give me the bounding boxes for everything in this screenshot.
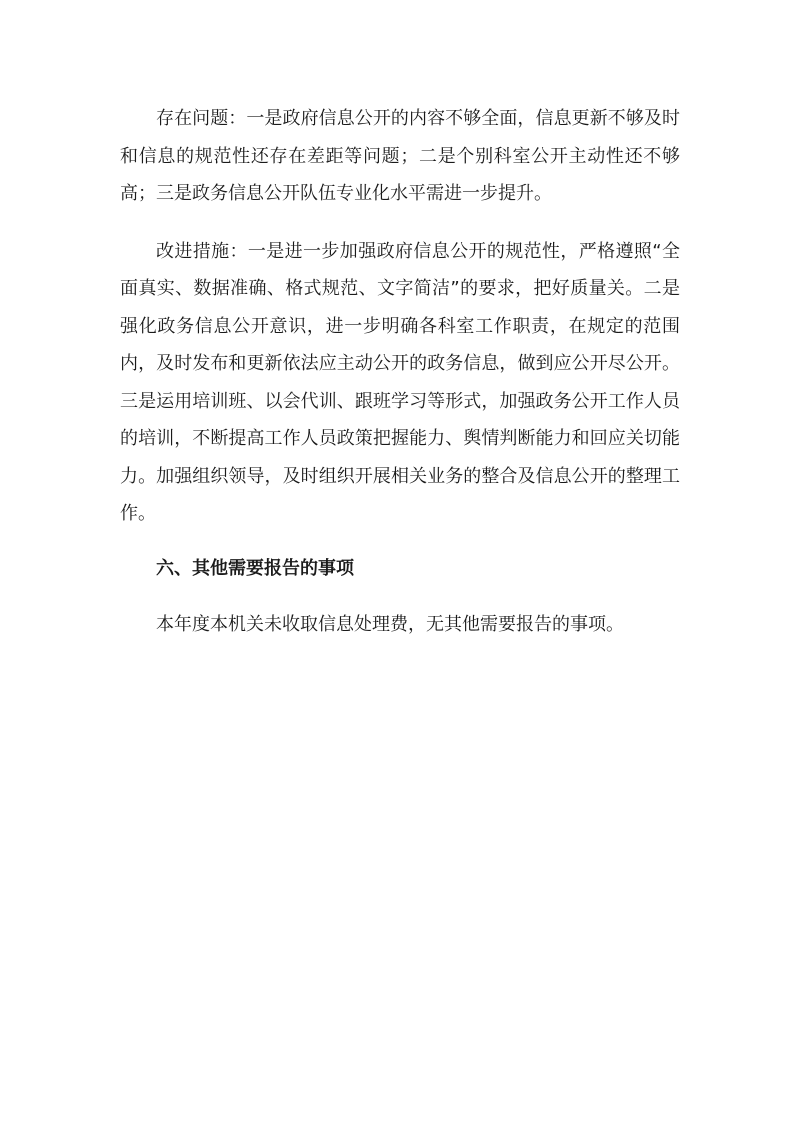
other-matters-paragraph: 本年度本机关未收取信息处理费，无其他需要报告的事项。 — [156, 614, 624, 635]
document-body — [120, 100, 680, 644]
improvement-measures-paragraph: 改进措施：一是进一步加强政府信息公开的规范性，严格遵照“全面真实、数据准确、格式规范、文字简洁”的要求，把好质量关。二是强化政务信息公开意识，进一步明确各科室工作职责，在规定的范围内，及时发布和更新依法应主动公开的政务信息，做到应公开尽公开。三是运用培训班、以会代训、跟班学习等形式，加强政务公开工作人员的培训，不断提高工作人员政策把握能力、舆情判断能力和回应关切能力。加强组织领导，及时组织开展相关业务的整合及信息公开的整理工作。 — [120, 240, 680, 524]
section-heading-other-matters: 六、其他需要报告的事项 — [156, 557, 354, 579]
issues-paragraph: 存在问题：一是政府信息公开的内容不够全面，信息更新不够及时和信息的规范性还存在差距等问题；二是个别科室公开主动性还不够高；三是政务信息公开队伍专业化水平需进一步提升。 — [120, 108, 680, 204]
